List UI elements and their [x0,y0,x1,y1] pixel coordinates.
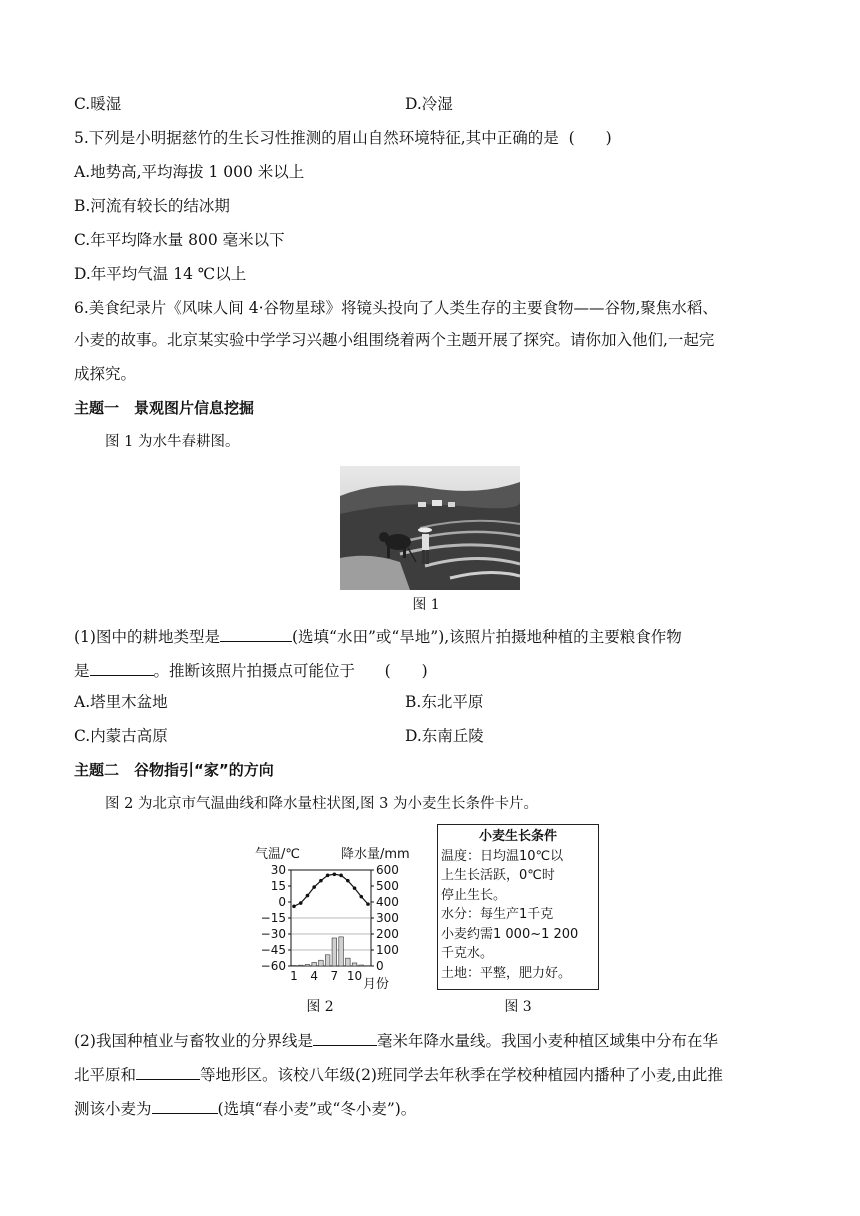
theme2-heading: 主题二 谷物指引“家”的方向 [74,761,274,779]
q6-sub1-option-c: C.内蒙古高原 [74,727,168,745]
card-line: 水分：每生产1千克 [441,907,554,922]
fig2-caption: 图 2 [306,999,334,1015]
temperature-point [339,874,343,878]
y-right-tick-label: 0 [376,959,384,973]
y-left-tick-label: −30 [260,927,286,941]
q6-sub1-option-a: A.塔里木盆地 [74,693,168,711]
temperature-point [326,874,330,878]
precip-bar [312,962,317,966]
q6-sub1-option-d: D.东南丘陵 [405,727,484,745]
temperature-point [353,886,357,890]
q5-stem: 5.下列是小明据慈竹的生长习性推测的眉山自然环境特征,其中正确的是 ( ) [74,129,612,147]
q5-option-b: B.河流有较长的结冰期 [74,197,230,215]
y-right-tick-label: 100 [376,943,399,957]
fig23-intro: 图 2 为北京市气温曲线和降水量柱状图,图 3 为小麦生长条件卡片。 [105,796,538,812]
fig1-caption: 图 1 [412,597,440,613]
precip-bar [359,965,364,966]
q6-stem-line2: 小麦的故事。北京某实验中学学习兴趣小组围绕着两个主题开展了探究。请你加入他们,一起完 [74,331,715,349]
y-left-tick-label: −45 [260,943,286,957]
q5-option-a: A.地势高,平均海拔 1 000 米以上 [74,163,305,181]
temperature-point [366,902,370,906]
y-left-tick-label: −15 [260,911,286,925]
answer-blank[interactable] [220,626,292,642]
temperature-point [299,901,303,905]
precip-bar [319,960,324,966]
y-left-tick-label: −60 [260,959,286,973]
answer-blank[interactable] [152,1098,218,1114]
y-left-axis-label: 气温/℃ [255,847,300,862]
q6-stem-line1: 6.美食纪录片《风味人间 4·谷物星球》将镜头投向了人类生存的主要食物——谷物,聚焦水稻、 [74,299,718,317]
precip-bar [298,965,303,966]
theme1-heading: 主题一 景观图片信息挖掘 [74,399,255,417]
card-line: 千克水。 [441,946,494,961]
x-tick-label: 4 [310,969,319,983]
card-line: 温度：日均温10℃以 [441,848,564,864]
precip-bar [325,955,330,966]
temperature-point [359,895,363,899]
climate-chart [245,842,425,992]
answer-blank[interactable] [136,1064,200,1080]
q4-option-d: D.冷湿 [405,95,453,113]
q6-stem-line3: 成探究。 [74,365,137,383]
precip-bar [346,958,351,966]
temperature-point [306,894,310,898]
card-line: 上生长活跃，0℃时 [441,868,555,883]
fig1-intro: 图 1 为水牛春耕图。 [105,434,240,450]
temperature-point [292,904,296,908]
wheat-growth-card [437,824,599,990]
y-left-tick-label: 30 [270,863,286,877]
answer-blank[interactable] [90,660,154,676]
answer-blank[interactable] [313,1030,377,1046]
card-line: 小麦约需1 000~1 200 [441,926,579,942]
precip-bar [352,963,357,966]
precip-bar [339,937,344,966]
fig1-photo [340,466,520,590]
x-axis-label: 月份 [363,977,390,992]
q4-option-c: C.暖湿 [74,95,122,113]
q6-sub1-line2: 是 。推断该照片拍摄点可能位于 ( ) [74,662,428,680]
y-right-tick-label: 500 [376,879,399,893]
card-line: 停止生长。 [441,887,507,903]
y-right-axis-label: 降水量/mm [341,847,410,862]
precip-bar [332,938,337,966]
x-tick-label: 10 [346,969,363,983]
x-tick-label: 1 [290,969,298,983]
q6-sub2-line1: (2)我国种植业与畜牧业的分界线是 毫米年降水量线。我国小麦种植区域集中分布在华 [74,1032,718,1050]
q5-option-c: C.年平均降水量 800 毫米以下 [74,231,285,249]
y-left-tick-label: 0 [278,895,286,909]
card-title: 小麦生长条件 [478,829,557,844]
temperature-line [294,874,368,906]
precip-bar [305,965,310,966]
y-right-tick-label: 200 [376,927,399,941]
fig3-caption: 图 3 [504,999,532,1015]
temperature-point [333,872,337,876]
q6-sub1-line1: (1)图中的耕地类型是 (选填“水田”或“旱地”),该照片拍摄地种植的主要粮食作物 [74,628,682,646]
q6-sub1-option-b: B.东北平原 [405,693,484,711]
y-right-tick-label: 300 [376,911,399,925]
q6-sub2-line2: 北平原和 等地形区。该校八年级(2)班同学去年秋季在学校种植园内播种了小麦,由此推 [74,1066,723,1084]
temperature-point [346,879,350,883]
y-right-tick-label: 600 [376,863,399,877]
x-tick-label: 7 [330,969,339,983]
temperature-point [319,879,323,883]
q6-sub2-line3: 测该小麦为 (选填“春小麦”或“冬小麦”)。 [74,1100,417,1118]
y-left-tick-label: 15 [270,879,286,893]
q5-option-d: D.年平均气温 14 ℃以上 [74,265,247,283]
temperature-point [312,885,316,889]
card-line: 土地：平整，肥力好。 [441,965,572,981]
y-right-tick-label: 400 [376,895,399,909]
